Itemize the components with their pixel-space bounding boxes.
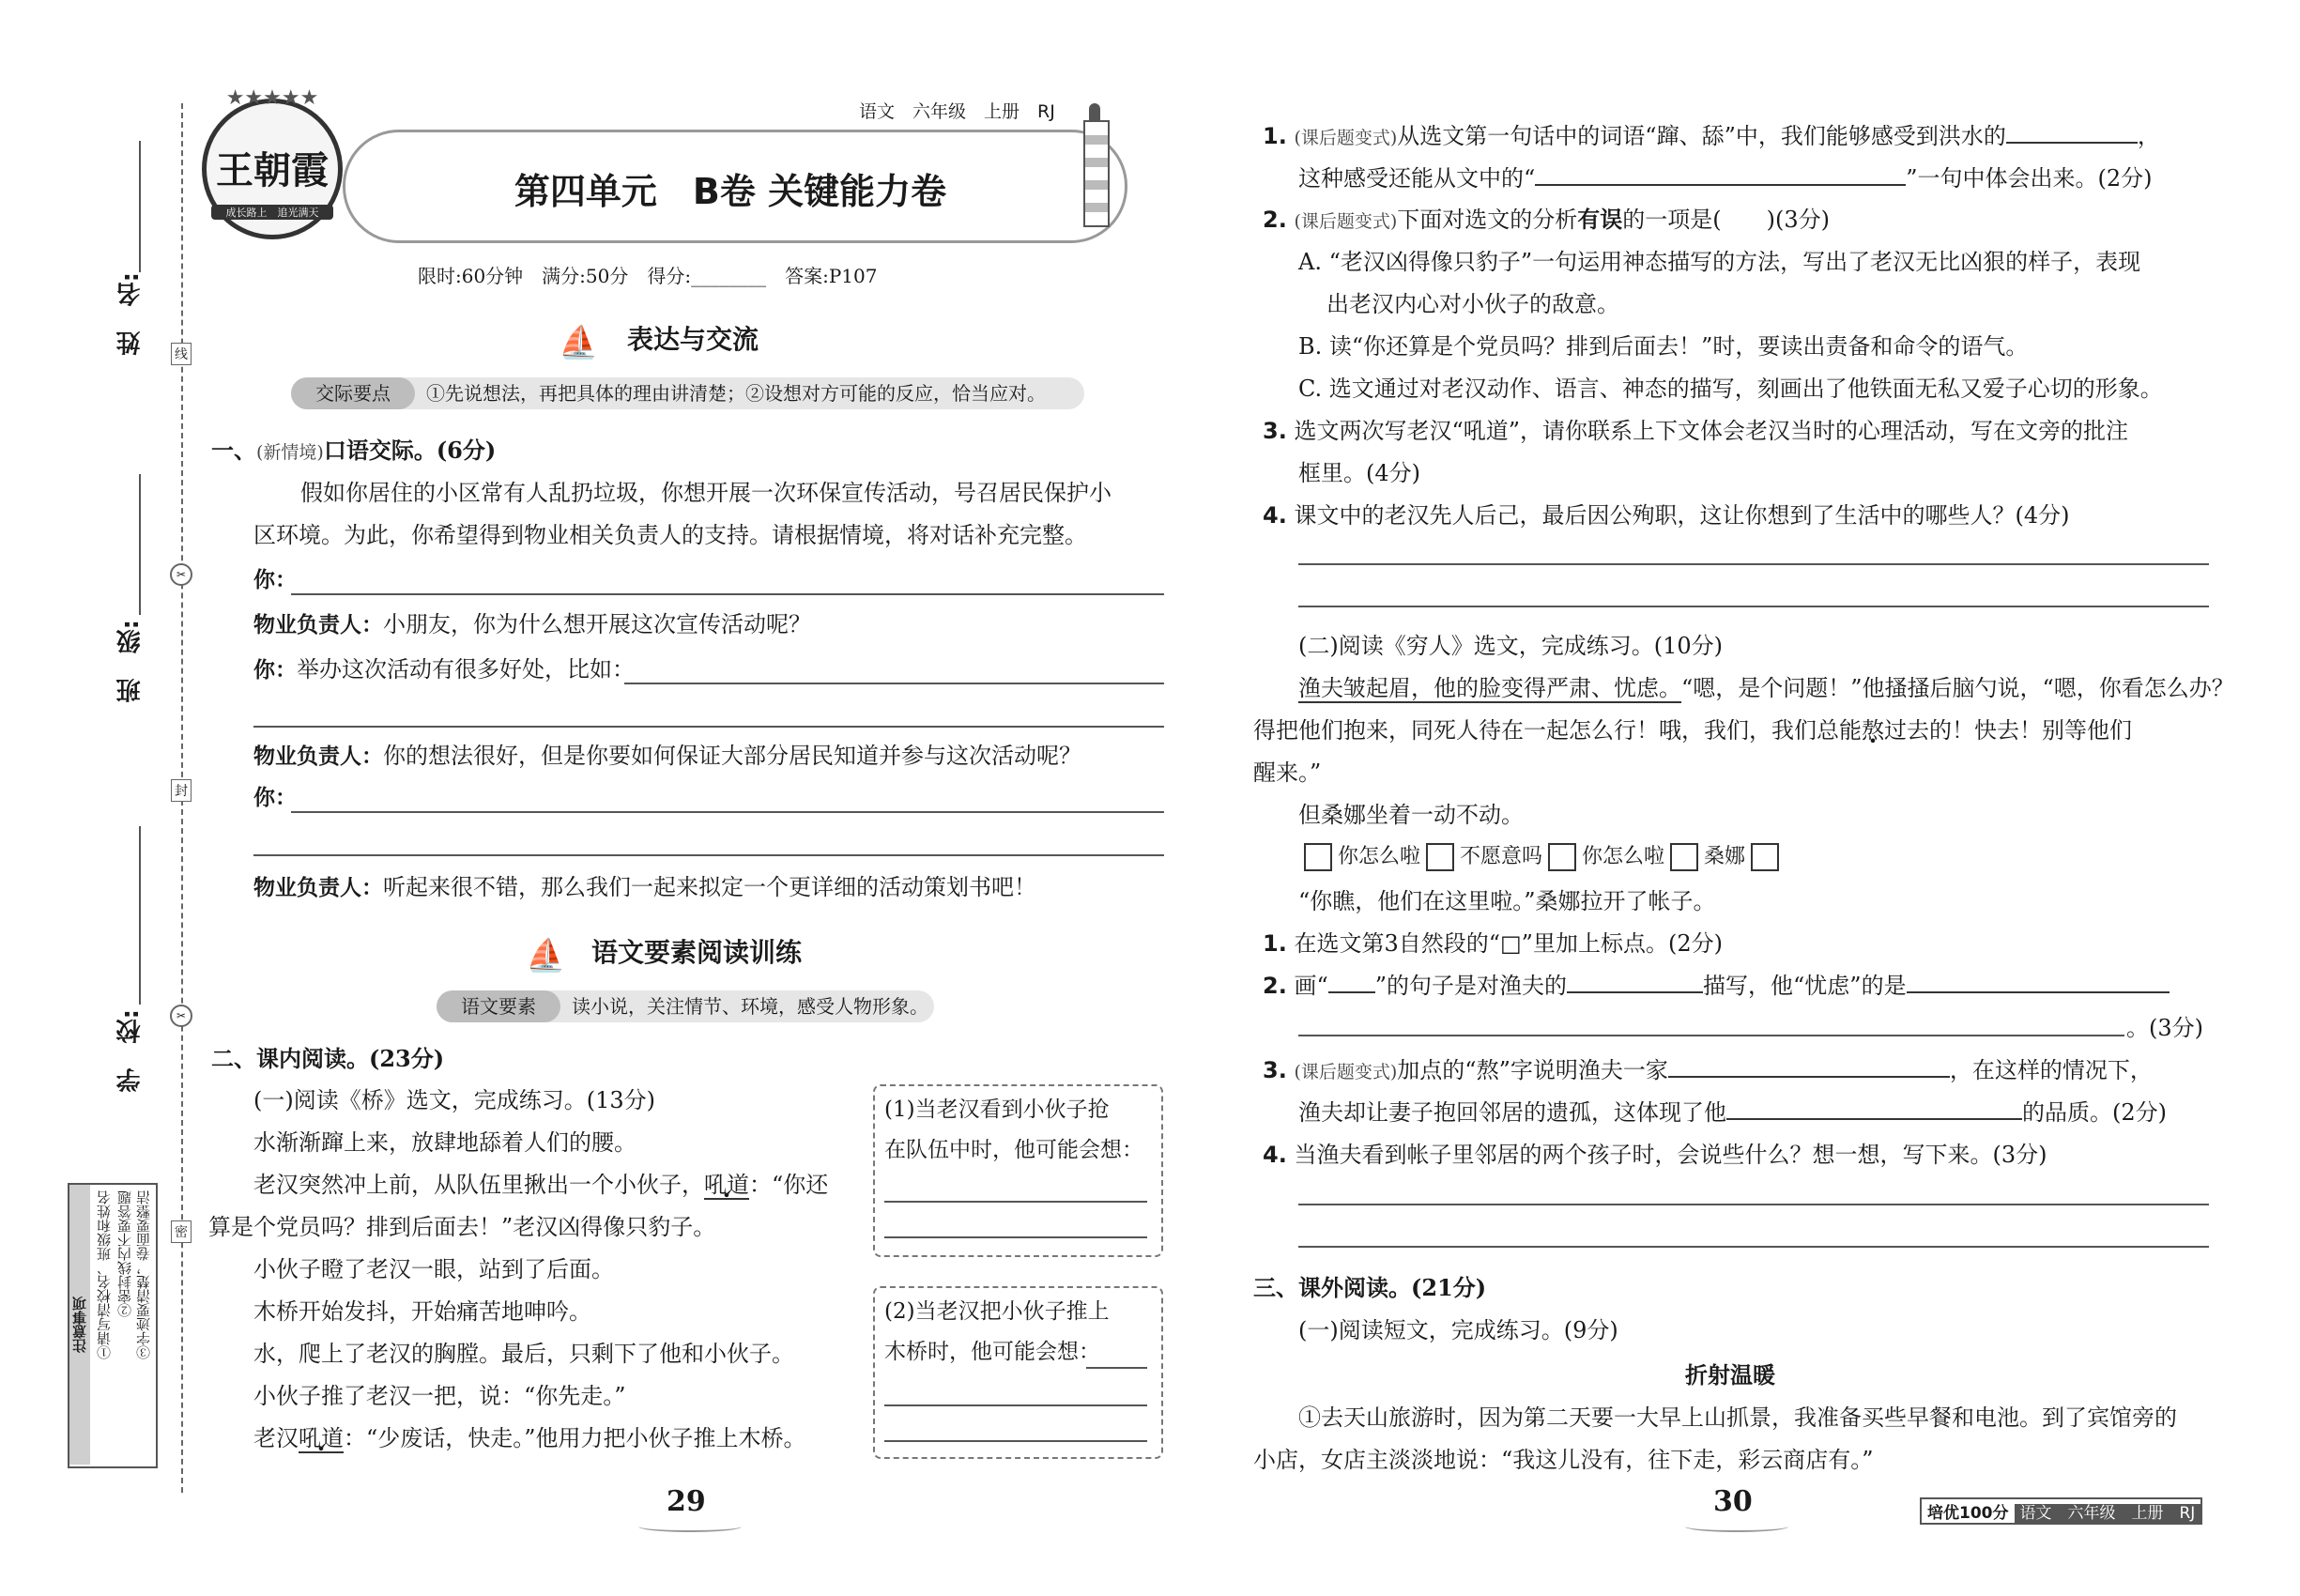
annotation-box-1[interactable]	[873, 1084, 1163, 1257]
r-q3-line2: 框里。(4分)	[1298, 460, 1420, 486]
r-q4-line: 4. 课文中的老汉先人后己，最后因公殉职，这让你想到了生活中的哪些人？(4分)	[1263, 502, 2070, 529]
school-label: 学 校:	[116, 1009, 145, 1093]
expression-tip-text: ①先说想法，再把具体的理由讲清楚；②设想对方可能的反应，恰当应对。	[426, 382, 1046, 405]
bridge-p4: 木桥开始发抖，开始痛苦地呻吟。	[253, 1298, 591, 1325]
class-label: 班 级:	[116, 620, 145, 703]
brand-logo	[202, 86, 343, 239]
r-q4-answer-1[interactable]	[1298, 563, 2209, 565]
r-q2-option-a1: A. “老汉凶得像只豹子”一句运用神态描写的方法，写出了老汉无比凶狠的样子，表现	[1298, 249, 2141, 275]
q1-heading: 一、(新情境)口语交际。(6分)	[211, 437, 497, 464]
bridge-p2: 老汉突然冲上前，从队伍里揪出一个小伙子，吼道：“你还	[253, 1172, 829, 1198]
poor-line-1: 渔夫皱起眉，他的脸变得严肃、忧虑。“嗯，是个问题！”他搔搔后脑勺说，“嗯，你看怎么办？	[1298, 675, 2234, 701]
r-q2-option-c: C. 选文通过对老汉动作、语言、神态的描写，刻画出了他铁面无私又爱子心切的形象。	[1298, 376, 2163, 402]
notice-title: 注意事项	[69, 1185, 90, 1465]
q1-answer-line-5[interactable]	[253, 854, 1164, 856]
expression-tip-label: 交际要点	[291, 377, 415, 409]
r-q3-main-heading: 三、课外阅读。(21分)	[1253, 1274, 1487, 1301]
q1-intro-1: 假如你居住的小区常有人乱扔垃圾，你想开展一次环保宣传活动，号召居民保护小	[300, 480, 1112, 506]
r-q1-blank-1[interactable]	[2006, 117, 2138, 144]
r-p2q3-blank-1[interactable]	[1668, 1051, 1950, 1078]
q1-answer-line-1[interactable]	[291, 593, 1164, 595]
brand-slogan: 成长路上 追光满天	[211, 205, 333, 220]
r-p2q3-line2: 渔夫却让妻子抱回邻居的遗孤，这体现了他 的品质。(2分)	[1298, 1094, 2167, 1131]
r-part3-title: (一)阅读短文，完成练习。(9分)	[1298, 1317, 1618, 1343]
poor-line-2: 得把他们抱来，同死人待在一起怎么行！哦，我们，我们总能熬过去的！快去！别等他们	[1253, 717, 2132, 744]
q1-you-label-3: 你：	[253, 786, 297, 810]
r-q1-line2: 这种感受还能从文中的“ ”一句中体会出来。(2分)	[1298, 160, 2153, 197]
r-q2-stem: 2. (课后题变式)下面对选文的分析有误的一项是( )(3分)	[1263, 206, 1831, 233]
r-part2-title: (二)阅读《穷人》选文，完成练习。(10分)	[1298, 633, 1723, 659]
exam-meta: 限时:60分钟 满分:50分 得分:________ 答案:P107	[418, 265, 878, 287]
annotation-1-line1: (1)当老汉看到小伙子抢	[884, 1097, 1110, 1122]
r-p2q4-answer-1[interactable]	[1298, 1204, 2209, 1205]
q1-answer-line-3[interactable]	[253, 726, 1164, 728]
reading-tip-label: 语文要素	[437, 990, 560, 1022]
reading-tip-pill	[437, 990, 934, 1022]
footer-brand: 培优100分	[1927, 1504, 2009, 1523]
notice-item-2: ②密封线内不要答题	[116, 1190, 133, 1317]
brand-name: 王朝霞	[216, 148, 329, 192]
annotation-2-line2: 木桥时，他可能会想：	[884, 1340, 1100, 1364]
article-line-1: ①去天山旅游时，因为第二天要一大早上山抓景，我准备买些早餐和电池。到了宾馆旁的	[1298, 1404, 2177, 1431]
cut-mark-2: 封	[171, 779, 192, 802]
q1-manager-3: 物业负责人：听起来很不错，那么我们一起来拟定一个更详细的活动策划书吧！	[253, 874, 1036, 900]
name-line[interactable]	[139, 141, 141, 272]
name-label: 姓 名:	[116, 272, 145, 356]
r-p2q2: 2. 画“ ”的句子是对渔夫的 描写，他“忧虑”的是	[1263, 967, 2170, 1005]
article-title: 折射温暖	[1685, 1362, 1775, 1389]
article-line-2: 小店，女店主淡淡地说：“我这儿没有，往下走，彩云商店有。”	[1253, 1447, 1874, 1473]
footer-info: 语文 六年级 上册 RJ	[2015, 1504, 2201, 1523]
punct-box-2[interactable]	[1426, 843, 1454, 871]
page-number-right: 30	[1713, 1485, 1753, 1518]
punct-box-4[interactable]	[1670, 843, 1698, 871]
r-q2-option-a2: 出老汉内心对小伙子的敌意。	[1326, 291, 1619, 317]
r-q2-option-b: B. 读“你还算是个党员吗？排到后面去！”时，要读出责备和命令的语气。	[1298, 333, 2029, 360]
section-reading-heading: 语文要素阅读训练	[591, 937, 803, 968]
class-line[interactable]	[139, 474, 141, 615]
annotation-2-write-2[interactable]	[884, 1440, 1147, 1442]
r-q4-answer-2[interactable]	[1298, 606, 2209, 607]
q1-you-label-1: 你：	[253, 568, 297, 592]
scissor-icon-2: ✂	[170, 1005, 192, 1027]
notice-box	[68, 1183, 158, 1468]
annotation-1-write-1[interactable]	[884, 1201, 1147, 1203]
annotation-2-line1: (2)当老汉把小伙子推上	[884, 1299, 1110, 1324]
annotation-box-2[interactable]	[873, 1286, 1163, 1459]
r-p2q2-blank-3[interactable]	[1298, 1035, 2124, 1036]
poor-line-6: “你瞧，他们在这里啦。”桑娜拉开了帐子。	[1298, 888, 1716, 914]
page-title: 第四单元 B卷 关键能力卷	[514, 171, 947, 212]
poor-line-3: 醒来。”	[1253, 760, 1322, 786]
punct-box-5[interactable]	[1751, 843, 1779, 871]
sailboat-icon-2: ⛵	[526, 937, 566, 974]
r-p2q1: 1. 在选文第3自然段的“□”里加上标点。(2分)	[1263, 930, 1723, 957]
reading-tip-text: 读小说，关注情节、环境，感受人物形象。	[572, 995, 928, 1018]
r-p2q3-line1: 3. (课后题变式)加点的“熬”字说明渔夫一家 ，在这样的情况下，	[1263, 1051, 2153, 1091]
poor-line-4: 但桑娜坐着一动不动。	[1298, 802, 1524, 828]
bridge-p5: 水，爬上了老汉的胸膛。最后，只剩下了他和小伙子。	[253, 1341, 794, 1367]
cut-mark-3: 密	[171, 1220, 192, 1243]
expression-tip-pill	[291, 377, 1084, 409]
cut-mark-1: 线	[171, 343, 192, 365]
title-banner	[343, 130, 1127, 243]
school-line[interactable]	[139, 826, 141, 1005]
star-icon: ★★★★★	[225, 86, 319, 110]
bridge-p3: 小伙子瞪了老汉一眼，站到了后面。	[253, 1256, 614, 1282]
sailboat-icon: ⛵	[559, 324, 599, 361]
bridge-p1: 水渐渐蹿上来，放肆地舔着人们的腰。	[253, 1129, 636, 1156]
q2-heading: 二、课内阅读。(23分)	[211, 1045, 445, 1072]
q1-answer-line-2[interactable]	[624, 683, 1164, 684]
r-q1-blank-2[interactable]	[1535, 160, 1906, 186]
section-expression-heading: 表达与交流	[627, 324, 759, 355]
bridge-p7: 老汉吼道：“少废话，快走。”他用力把小伙子推上木桥。	[253, 1425, 806, 1451]
q1-manager-1: 物业负责人：小朋友，你为什么想开展这次宣传活动呢？	[253, 611, 811, 637]
punct-box-1[interactable]	[1304, 843, 1332, 871]
notice-item-1: ①请写清校名、班级和姓名	[96, 1190, 113, 1359]
scissor-icon-1: ✂	[170, 563, 192, 586]
q1-manager-2: 物业负责人：你的想法很好，但是你要如何保证大部分居民知道并参与这次活动呢？	[253, 743, 1081, 769]
page-number-left: 29	[667, 1485, 706, 1518]
annotation-1-write-2[interactable]	[884, 1236, 1147, 1238]
annotation-1-line2: 在队伍中时，他可能会想：	[884, 1138, 1143, 1162]
r-p2q3-blank-2[interactable]	[1726, 1094, 2022, 1120]
r-p2q2-blank-2[interactable]	[1907, 967, 2170, 993]
q1-answer-line-4[interactable]	[291, 811, 1164, 813]
r-p2q4: 4. 当渔夫看到帐子里邻居的两个孩子时，会说些什么？想一想，写下来。(3分)	[1263, 1142, 2047, 1168]
footer-tag	[1920, 1497, 2202, 1525]
punct-box-3[interactable]	[1548, 843, 1576, 871]
q1-intro-2: 区环境。为此，你希望得到物业相关负责人的支持。请根据情境，将对话补充完整。	[253, 522, 1087, 548]
r-q1-line1: 1. (课后题变式)从选文第一句话中的词语“蹿、舔”中，我们能够感受到洪水的 ，	[1263, 117, 2160, 157]
subject-line: 语文 六年级 上册 RJ	[859, 101, 1055, 122]
q1-you-2: 你：举办这次活动有很多好处，比如：	[253, 656, 635, 683]
r-p2q4-answer-2[interactable]	[1298, 1246, 2209, 1248]
annotation-2-write-1[interactable]	[884, 1404, 1147, 1406]
lighthouse-icon	[1080, 103, 1110, 225]
bridge-p2-cont: 算是个党员吗？排到后面去！”老汉凶得像只豹子。	[208, 1214, 716, 1240]
page-wave-right	[1685, 1521, 1788, 1532]
page-wave-left	[638, 1521, 742, 1532]
r-p2q2-end: 。(3分)	[2126, 1015, 2203, 1041]
notice-item-3: ③字迹要清楚，卷面要整洁	[135, 1190, 152, 1359]
q2-part1-title: (一)阅读《桥》选文，完成练习。(13分)	[253, 1087, 655, 1113]
bridge-p6: 小伙子推了老汉一把，说：“你先走。”	[253, 1383, 626, 1409]
r-p2q2-blank-1[interactable]	[1567, 967, 1703, 993]
r-q3-line1: 3. 选文两次写老汉“吼道”，请你联系上下文体会老汉当时的心理活动，写在文旁的批注	[1263, 418, 2129, 444]
annotation-2-write-0[interactable]	[1086, 1367, 1147, 1369]
poor-line-5: 你怎么啦 不愿意吗 你怎么啦 桑娜	[1298, 838, 1785, 876]
